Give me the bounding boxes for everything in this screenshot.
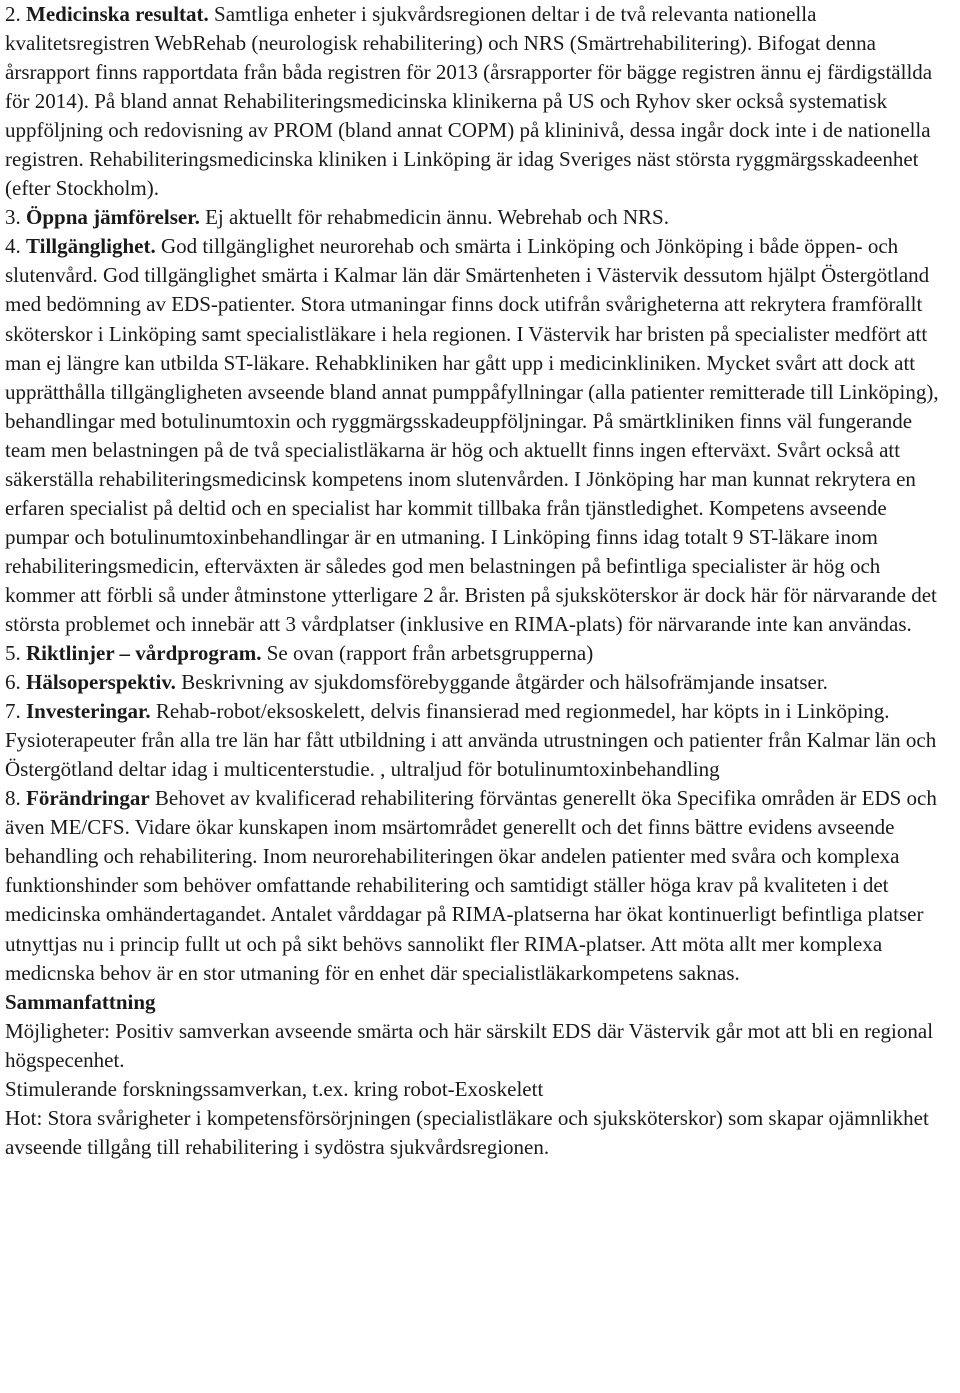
summary-research: Stimulerande forskningssamverkan, t.ex. kring robot-Exoskelett <box>5 1076 544 1101</box>
section-heading: Medicinska resultat. <box>26 2 209 26</box>
section-text: Samtliga enheter i sjukvårdsregionen deltar i de två relevanta nationella kvalitetsregistren WebRehab (neurologisk rehabilitering) och NRS (Smärtrehabilitering). Bifogat denna årsrapport finns rapportdata från båda registren för 2013 (årsrapporter för bägge registren ännu ej färdigställda för 2014). På bland annat Rehabiliteringsmedicinska klinikerna på US och Ryhov sker också systematisk uppföljning och redovisning av PROM (bland annat COPM) på klininivå, dessa ingår dock inte i de nationella registren. Rehabiliteringsmedicinska kliniken i Linköping är idag Sveriges näst största ryggmärgsskadeenhet (efter Stockholm). <box>5 2 933 201</box>
section-heading: Riktlinjer – vårdprogram. <box>26 641 262 666</box>
section-text: Se ovan (rapport från arbetsgrupperna) <box>266 641 594 666</box>
summary-opportunities: Möjligheter: Positiv samverkan avseende smärta och här särskilt EDS där Västervik går mot att bli en regional högspecenhet. <box>5 1018 934 1072</box>
section-forandringar <box>5 784 954 987</box>
section-text: Behovet av kvalificerad rehabilitering förväntas generellt öka Specifika områden är EDS och även ME/CFS. Vidare ökar kunskapen inom msärtområdet generellt och det finns bättre evidens avseende behandling och rehabilitering. Inom neurorehabiliteringen ökar andelen patienter med svåra och komplexa funktionshinder som behöver omfattande rehabilitering och samtidigt ställer höga krav på kvaliteten i det medicinska omhändertagandet. Antalet vårddagar på RIMA-platserna har ökat kontinuerligt befintliga platser utnyttjas nu i princip fullt ut och på sikt behövs sannolikt fler RIMA-platser. Att möta allt mer komplexa medicnska behov är en stor utmaning för en enhet där specialistläkarkompetens saknas. <box>5 786 937 985</box>
section-heading: Hälsoperspektiv. <box>26 670 176 695</box>
section-number: 2. <box>5 2 21 26</box>
summary-heading: Sammanfattning <box>5 989 156 1014</box>
section-investeringar <box>5 697 954 784</box>
section-halsoperspektiv <box>5 668 954 697</box>
section-tillganglighet <box>5 232 954 639</box>
section-heading: Öppna jämförelser. <box>26 205 200 230</box>
section-number: 3. <box>5 205 21 230</box>
section-oppna-jamforelser <box>5 203 954 232</box>
section-text: Rehab-robot/eksoskelett, delvis finansierad med regionmedel, har köpts in i Linköping. Fysioterapeuter från alla tre län har fått utbildning i att använda utrustningen och patienter från Kalmar län och Östergötland deltar idag i multicenterstudie. , ultraljud för botulinumtoxinbehandling <box>5 699 937 782</box>
section-text: Ej aktuellt för rehabmedicin ännu. Webrehab och NRS. <box>205 205 669 230</box>
section-medicinska-resultat <box>5 0 954 203</box>
section-text: Beskrivning av sjukdomsförebyggande åtgärder och hälsofrämjande insatser. <box>181 670 828 695</box>
section-heading: Investeringar. <box>26 699 151 724</box>
section-number: 6. <box>5 670 21 695</box>
section-heading: Tillgänglighet. <box>26 234 156 259</box>
section-number: 7. <box>5 699 21 724</box>
section-heading: Förändringar <box>26 786 150 811</box>
summary-threats: Hot: Stora svårigheter i kompetensförsörjningen (specialistläkare och sjuksköterskor) som skapar ojämnlikhet avseende tillgång till rehabilitering i sydöstra sjukvårdsregionen. <box>5 1105 929 1159</box>
section-number: 5. <box>5 641 21 666</box>
section-number: 8. <box>5 786 21 811</box>
section-riktlinjer-vardprogram <box>5 639 954 668</box>
section-number: 4. <box>5 234 21 259</box>
section-text: God tillgänglighet neurorehab och smärta i Linköping och Jönköping i både öppen- och slutenvård. God tillgänglighet smärta i Kalmar län där Smärtenheten i Västervik dessutom hjälpt Östergötland med bedömning av EDS-patienter. Stora utmaningar finns dock utifrån svårigheterna att rekrytera framförallt sköterskor i Linköping samt specialistläkare i hela regionen. I Västervik har bristen på specialister medfört att man ej längre kan utbilda ST-läkare. Rehabkliniken har gått upp i medicinkliniken. Mycket svårt att dock att upprätthålla tillgängligheten avseende bland annat pumppåfyllningar (alla patienter remitterade till Linköping), behandlingar med botulinumtoxin och ryggmärgsskadeuppföljningar. På smärtkliniken finns väl fungerande team men belastningen på de två specialistläkarna är hög och aktuellt finns ingen efterväxt. Svårt också att säkerställa rehabiliteringsmedicinsk kompetens inom slutenvården. I Jönköping har man kunnat rekrytera en erfaren specialist på deltid och en specialist har kommit tillbaka från tjänstledighet. Kompetens avseende pumpar och botulinumtoxinbehandlingar är en utmaning. I Linköping finns idag totalt 9 ST-läkare inom rehabiliteringsmedicin, efterväxten är således god men belastningen på befintliga specialister är hög och kommer att förbli så under åtminstone ytterligare 2 år. Bristen på sjuksköterskor är dock här för närvarande det största problemet och innebär att 3 vårdplatser (inklusive en RIMA-plats) för närvarande inte kan användas. <box>5 234 939 636</box>
